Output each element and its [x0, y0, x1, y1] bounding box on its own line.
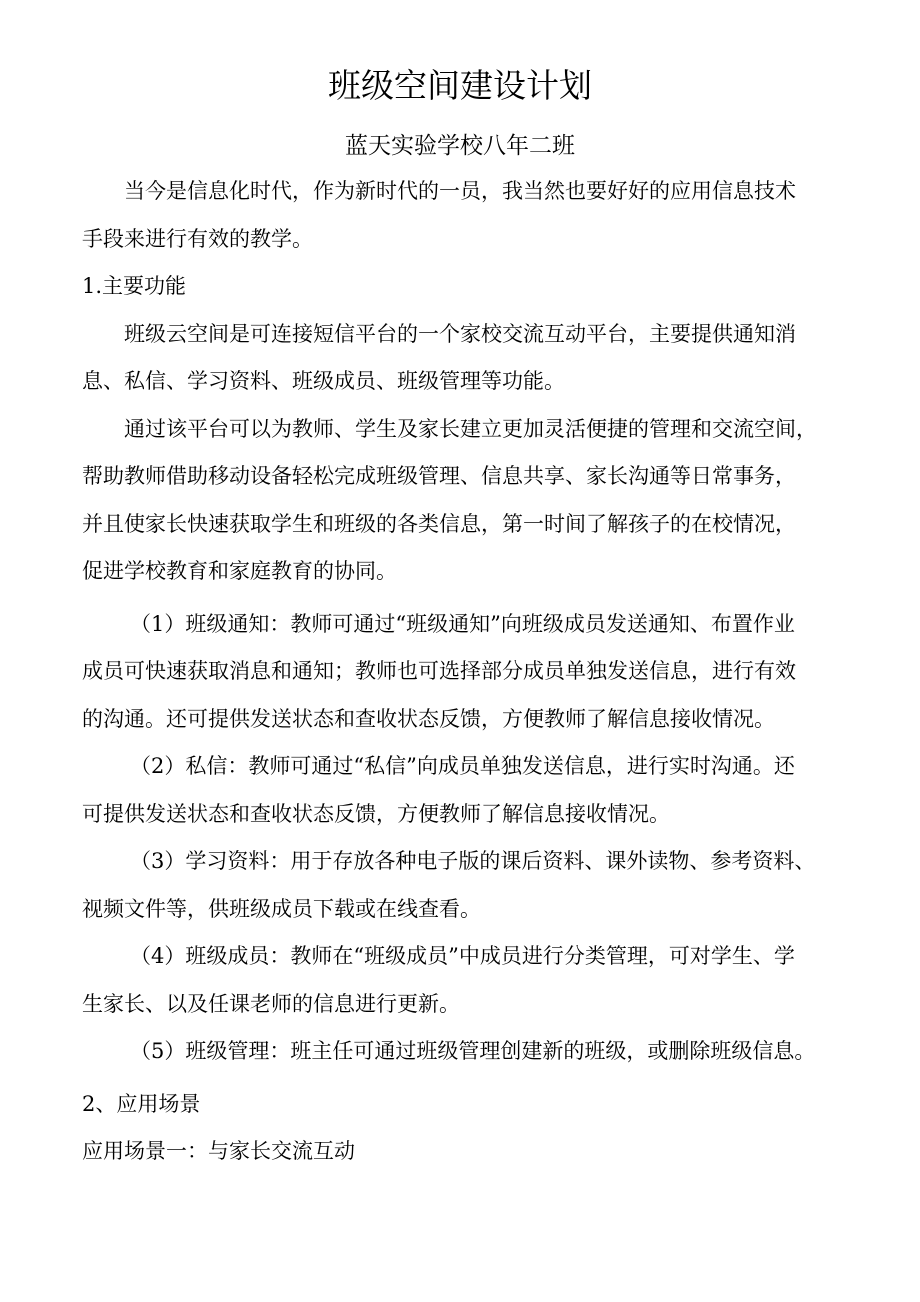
text-line: （2）私信：教师可通过“私信”向成员单独发送信息，进行实时沟通。还 — [130, 754, 795, 778]
text-line: （3）学习资料：用于存放各种电子版的课后资料、课外读物、参考资料、 — [130, 849, 816, 873]
feature-item-1 — [82, 601, 842, 744]
text-line: 通过该平台可以为教师、学生及家长建立更加灵活便捷的管理和交流空间， — [124, 416, 817, 441]
text-line: 并且使家长快速获取学生和班级的各类信息，第一时间了解孩子的在校情况， — [82, 511, 796, 536]
feature-item-2 — [82, 743, 842, 838]
intro-paragraph — [82, 168, 842, 263]
text-line: 当今是信息化时代，作为新时代的一员，我当然也要好好的应用信息技术 — [124, 179, 796, 203]
document-subtitle: 蓝天实验学校八年二班 — [345, 133, 575, 159]
paragraph — [82, 311, 842, 406]
text-line: 促进学校教育和家庭教育的协同。 — [82, 559, 397, 583]
document-body — [82, 168, 842, 1176]
document-title: 班级空间建设计划 — [328, 66, 592, 105]
subsection-heading: 应用场景一：与家长交流互动 — [82, 1139, 355, 1163]
paragraph — [82, 406, 842, 596]
section-heading: 1.主要功能 — [82, 274, 187, 298]
text-line: （1）班级通知：教师可通过“班级通知”向班级成员发送通知、布置作业 — [130, 611, 795, 636]
text-line: 班级云空间是可连接短信平台的一个家校交流互动平台，主要提供通知消 — [124, 321, 796, 346]
feature-item-3 — [82, 838, 842, 933]
text-line: 帮助教师借助移动设备轻松完成班级管理、信息共享、家长沟通等日常事务， — [82, 464, 796, 488]
text-line: 视频文件等，供班级成员下载或在线查看。 — [82, 896, 481, 921]
text-line: 手段来进行有效的教学。 — [82, 226, 313, 251]
feature-item-4 — [82, 933, 842, 1028]
text-line: （4）班级成员：教师在“班级成员”中成员进行分类管理，可对学生、学 — [130, 944, 795, 968]
text-line: 的沟通。还可提供发送状态和查收状态反馈，方便教师了解信息接收情况。 — [82, 706, 775, 731]
text-line: （5）班级管理：班主任可通过班级管理创建新的班级，或删除班级信息。 — [130, 1039, 816, 1063]
text-line: 成员可快速获取消息和通知；教师也可选择部分成员单独发送信息，进行有效 — [82, 659, 796, 683]
text-line: 生家长、以及任课老师的信息进行更新。 — [82, 991, 460, 1016]
text-line: 可提供发送状态和查收状态反馈，方便教师了解信息接收情况。 — [82, 801, 670, 826]
text-line: 息、私信、学习资料、班级成员、班级管理等功能。 — [82, 369, 565, 393]
feature-item-5 — [82, 1028, 842, 1076]
section-heading: 2、应用场景 — [82, 1091, 201, 1116]
